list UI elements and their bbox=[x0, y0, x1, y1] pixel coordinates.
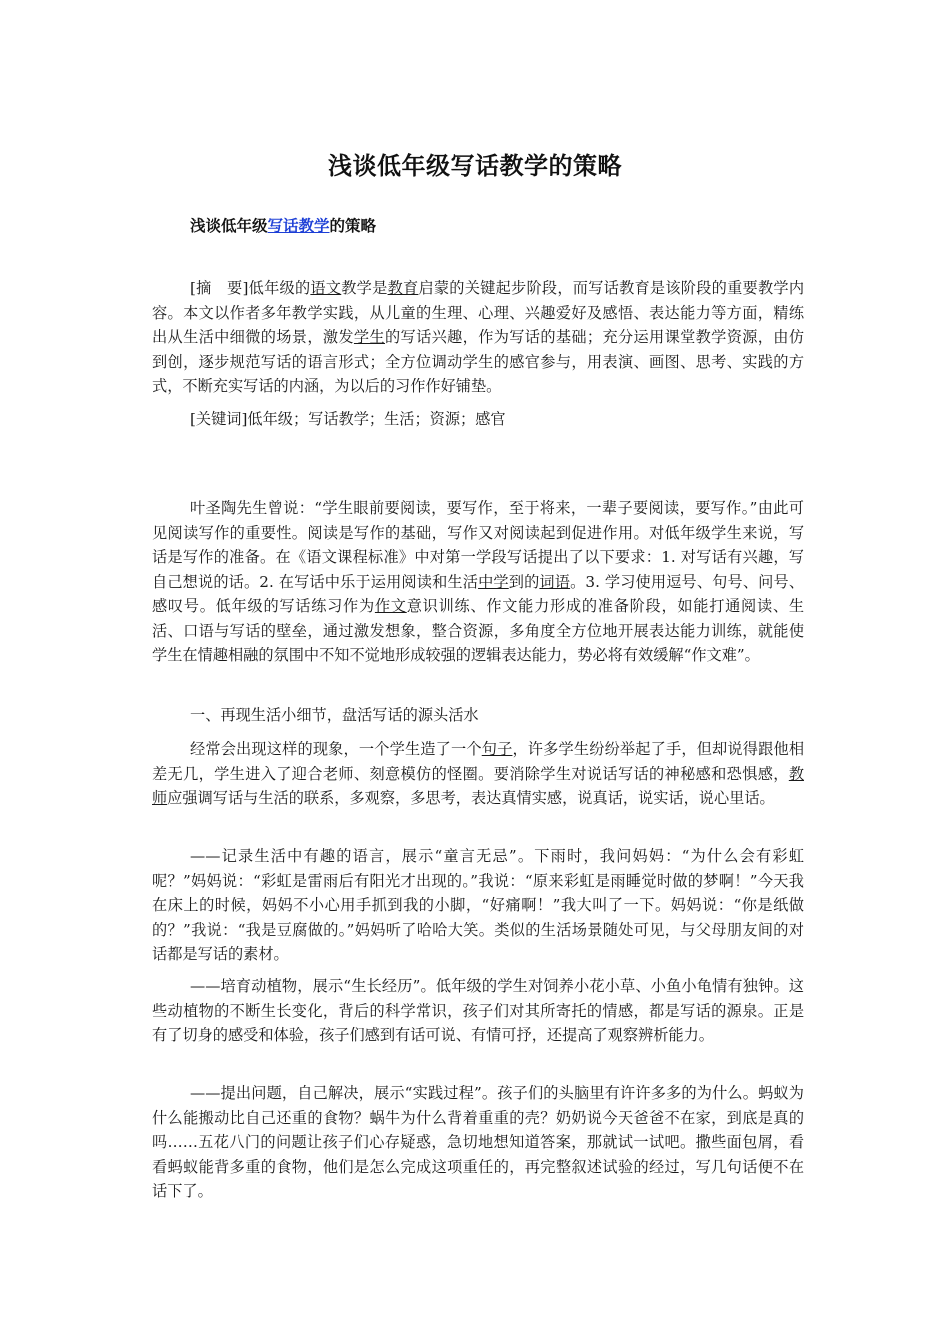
subtitle-text-after: 的策略 bbox=[329, 217, 377, 235]
text-run: 的写话兴趣，作为写话的基础；充分运用课堂教学资源，由仿到创，逐步规范写话的语言形式；全方位调动学生的感官参与，用表演、画图、思考、实践的方式，不断充实写话的内涵，为以后的习作作好铺垫。 bbox=[152, 328, 805, 395]
text-run: 经常会出现这样的现象，一个学生造了一个 bbox=[190, 740, 482, 758]
document-subtitle bbox=[190, 214, 376, 236]
text-run: 叶圣陶先生曾说：“学生眼前要阅读，要写作，至于将来，一辈子要阅读，要写作。”由此可见阅读写作的重要性。阅读是写作的基础，写作又对阅读起到促进作用。对低年级学生来说，写话是写作的准备。在《语文课程标准》中对第一学段写话提出了以下要求：1. 对写话有兴趣，写自己想说的话。2. 在写话中乐于运用阅读和生活 bbox=[152, 499, 804, 591]
underlined-link[interactable]: 中学 bbox=[478, 572, 509, 591]
body-paragraph-1 bbox=[152, 737, 804, 811]
body-paragraph-4: ——提出问题，自己解决，展示“实践过程”。孩子们的头脑里有许许多多的为什么。蚂蚁为什么能搬动比自己还重的食物？蜗牛为什么背着重重的壳？奶奶说今天爸爸不在家，到底是真的吗……五花八门的问题让孩子们心存疑惑，急切地想知道答案，那就试一试吧。撒些面包屑，看看蚂蚁能背多重的食物，他们是怎么完成这项重任的，再完整叙述试验的经过，写几句话便不在话下了。 bbox=[152, 1084, 804, 1200]
text-run: 到的 bbox=[508, 572, 540, 591]
text-run: 应强调写话与生活的联系，多观察，多思考，表达真情实感，说真话，说实话，说心里话。 bbox=[167, 789, 775, 807]
underlined-link[interactable]: 语文 bbox=[310, 279, 342, 297]
underlined-link[interactable]: 教育 bbox=[387, 279, 419, 297]
keywords-paragraph: [关键词]低年级；写话教学；生活；资源；感官 bbox=[190, 410, 506, 428]
underlined-link[interactable]: 句子 bbox=[481, 740, 513, 758]
document-title: 浅谈低年级写话教学的策略 bbox=[328, 152, 622, 180]
section-heading-1: 一、再现生活小细节，盘活写话的源头活水 bbox=[190, 706, 479, 724]
text-run: ，许多学生纷纷举起了手，但却说得跟他相差无几，学生进入了迎合老师、刻意模仿的怪圈。要消除学生对说话写话的神秘感和恐惧感， bbox=[152, 740, 805, 783]
subtitle-link[interactable]: 写话教学 bbox=[267, 217, 330, 235]
abstract-paragraph bbox=[152, 276, 804, 399]
underlined-link[interactable]: 词语 bbox=[539, 572, 571, 591]
underlined-link[interactable]: 作文 bbox=[374, 597, 407, 615]
text-run: 意识训练、作文能力形成的准备阶段，如能打通阅读、生活、口语与写话的壁垒，通过激发想象，整合资源，多角度全方位地开展表达能力训练，就能使学生在情趣相融的氛围中不知不觉地形成较强的逻辑表达能力，势必将有效缓解“作文难”。 bbox=[152, 597, 805, 664]
subtitle-text-before: 浅谈低年级 bbox=[190, 217, 268, 235]
text-run: 。3. 学习使用逗号、句号、问号、感叹号。低年级的写话练习作为 bbox=[152, 572, 805, 615]
text-run: 教学是 bbox=[341, 279, 388, 297]
body-paragraph-3: ——培育动植物，展示“生长经历”。低年级的学生对饲养小花小草、小鱼小龟情有独钟。这些动植物的不断生长变化，背后的科学常识，孩子们对其所寄托的情感，都是写话的源泉。正是有了切身的感受和体验，孩子们感到有话可说、有情可抒，还提高了观察辨析能力。 bbox=[152, 977, 804, 1044]
underlined-link[interactable]: 教师 bbox=[152, 764, 804, 807]
intro-paragraph bbox=[152, 496, 804, 668]
underlined-link[interactable]: 学生 bbox=[353, 328, 385, 346]
text-run: [摘 要]低年级的 bbox=[190, 279, 311, 297]
body-paragraph-2: ——记录生活中有趣的语言，展示“童言无忌”。下雨时，我问妈妈：“为什么会有彩虹呢？”妈妈说：“彩虹是雷雨后有阳光才出现的。”我说：“原来彩虹是雨睡觉时做的梦啊！”今天我在床上的时候，妈妈不小心用手抓到我的小脚，“好痛啊！”我大叫了一下。妈妈说：“你是纸做的？”我说：“我是豆腐做的。”妈妈听了哈哈大笑。类似的生活场景随处可见，与父母朋友间的对话都是写话的素材。 bbox=[152, 847, 804, 963]
text-run: 启蒙的关键起步阶段，而写话教育是该阶段的重要教学内容。本文以作者多年教学实践，从儿童的生理、心理、兴趣爱好及感悟、表达能力等方面，精练出从生活中细微的场景，激发 bbox=[152, 279, 805, 346]
